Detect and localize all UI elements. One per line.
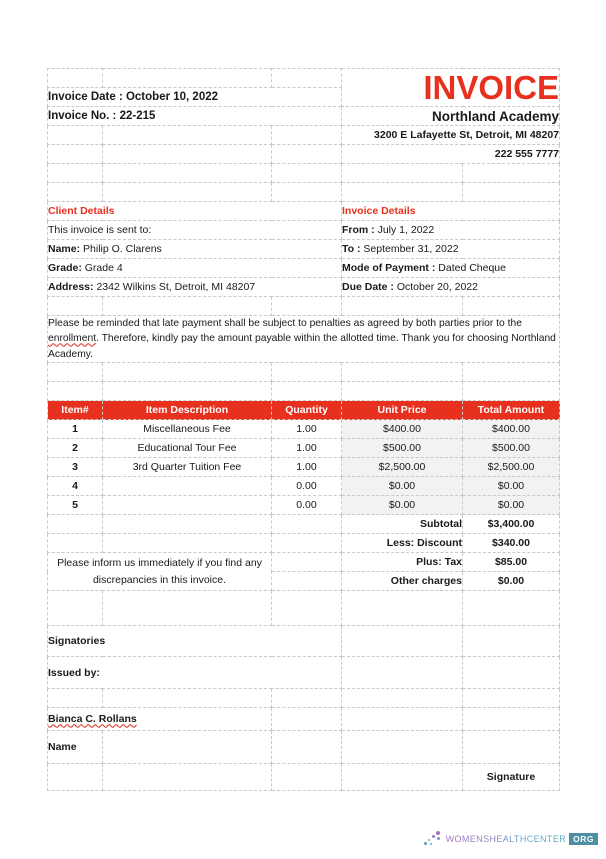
column-header-item-num: Item# xyxy=(48,401,103,420)
cell-blank xyxy=(103,183,272,202)
organization-address: 3200 E Lafayette St, Detroit, MI 48207 xyxy=(342,126,560,145)
cell-blank xyxy=(272,708,342,731)
cell-blank xyxy=(272,183,342,202)
item-number: 1 xyxy=(48,420,103,439)
signature-caption: Signature xyxy=(463,764,560,791)
item-number: 3 xyxy=(48,458,103,477)
item-total: $0.00 xyxy=(463,477,560,496)
cell-blank xyxy=(48,145,103,164)
cell-blank xyxy=(272,764,342,791)
invoice-to-value: September 31, 2022 xyxy=(363,243,459,255)
invoice-to-label: To : xyxy=(342,243,364,255)
subtotal-row xyxy=(48,515,560,534)
cell-blank xyxy=(103,145,272,164)
item-description: Miscellaneous Fee xyxy=(103,420,272,439)
cell-blank xyxy=(342,164,463,183)
reminder-note xyxy=(48,316,560,363)
cell-blank xyxy=(463,626,560,657)
particles-icon xyxy=(423,831,443,847)
invoice-from-label: From : xyxy=(342,224,378,236)
cell-blank xyxy=(103,764,272,791)
grand-total-label: Total Payment Due xyxy=(342,591,463,626)
item-unit-price: $500.00 xyxy=(342,439,463,458)
client-sentto-row xyxy=(48,221,560,240)
cell-blank xyxy=(272,382,342,401)
signatories-heading-row xyxy=(48,626,560,657)
item-unit-price: $0.00 xyxy=(342,496,463,515)
issued-by-row xyxy=(48,657,560,689)
cell-blank xyxy=(342,363,463,382)
item-quantity: 1.00 xyxy=(272,420,342,439)
org-address-row xyxy=(48,126,560,145)
note-part-1: Please be reminded that late payment shall be subject to penalties as agreed by both parties prior to the xyxy=(48,318,522,329)
cell-blank xyxy=(48,164,103,183)
cell-blank xyxy=(103,126,272,145)
client-name-label: Name: xyxy=(48,243,84,255)
column-header-total: Total Amount xyxy=(463,401,560,420)
item-description xyxy=(103,477,272,496)
cell-blank xyxy=(342,382,463,401)
cell-blank xyxy=(342,657,463,689)
table-row xyxy=(48,477,560,496)
payment-mode xyxy=(342,259,560,278)
table-row xyxy=(48,496,560,515)
payment-mode-label: Mode of Payment : xyxy=(342,262,439,274)
grand-total-row xyxy=(48,591,560,626)
subtotal-label: Subtotal xyxy=(342,515,463,534)
due-date-label: Due Date : xyxy=(342,281,397,293)
cell-blank xyxy=(463,164,560,183)
reminder-note-row xyxy=(48,316,560,363)
note-misspelled-word: enrollment xyxy=(48,333,97,345)
cell-blank xyxy=(342,708,463,731)
item-total: $400.00 xyxy=(463,420,560,439)
subtotal-value: $3,400.00 xyxy=(463,515,560,534)
client-details-heading: Client Details xyxy=(48,202,342,221)
item-description: 3rd Quarter Tuition Fee xyxy=(103,458,272,477)
invoice-date-value: October 10, 2022 xyxy=(125,91,219,103)
invoice-number xyxy=(48,107,342,126)
page-title: INVOICE xyxy=(342,69,560,107)
due-date-value: October 20, 2022 xyxy=(396,281,478,293)
item-unit-price: $0.00 xyxy=(342,477,463,496)
cell-blank xyxy=(103,689,272,708)
other-charges-value: $0.00 xyxy=(463,572,560,591)
cell-blank xyxy=(48,126,103,145)
client-grade-row xyxy=(48,259,560,278)
table-row xyxy=(48,439,560,458)
spacer-row xyxy=(48,363,560,382)
item-description xyxy=(103,496,272,515)
invoice-from xyxy=(342,221,560,240)
spacer-row-top xyxy=(48,69,560,88)
tax-value: $85.00 xyxy=(463,553,560,572)
organization-phone: 222 555 7777 xyxy=(342,145,560,164)
table-row xyxy=(48,458,560,477)
cell-blank xyxy=(272,689,342,708)
cell-blank xyxy=(463,363,560,382)
invoice-grid xyxy=(47,68,560,791)
cell-blank xyxy=(272,145,342,164)
cell-blank xyxy=(342,731,463,764)
cell-blank xyxy=(48,534,103,553)
item-number: 5 xyxy=(48,496,103,515)
cell-blank xyxy=(463,689,560,708)
name-caption: Name xyxy=(48,731,103,764)
item-description: Educational Tour Fee xyxy=(103,439,272,458)
table-row xyxy=(48,420,560,439)
name-caption-row xyxy=(48,731,560,764)
item-quantity: 0.00 xyxy=(272,496,342,515)
spacer-row xyxy=(48,382,560,401)
item-quantity: 0.00 xyxy=(272,477,342,496)
signature-line xyxy=(463,731,560,764)
other-charges-label: Other charges xyxy=(342,572,463,591)
section-headings-row xyxy=(48,202,560,221)
cell-blank xyxy=(103,164,272,183)
cell-blank xyxy=(463,657,560,689)
cell-blank xyxy=(103,69,272,88)
invoice-no-label: Invoice No. : xyxy=(48,110,120,122)
client-sent-to: This invoice is sent to: xyxy=(48,221,342,240)
item-unit-price: $2,500.00 xyxy=(342,458,463,477)
client-address-row xyxy=(48,278,560,297)
cell-blank xyxy=(272,126,342,145)
payment-mode-value: Dated Cheque xyxy=(438,262,506,274)
tax-label: Plus: Tax xyxy=(342,553,463,572)
client-name-row xyxy=(48,240,560,259)
cell-blank xyxy=(103,731,272,764)
cell-blank xyxy=(103,534,272,553)
cell-blank xyxy=(48,689,103,708)
cell-blank xyxy=(103,382,272,401)
item-quantity: 1.00 xyxy=(272,458,342,477)
cell-blank xyxy=(48,183,103,202)
client-address-value: 2342 Wilkins St, Detroit, MI 48207 xyxy=(96,281,256,293)
note-part-2: . Therefore, kindly pay the amount payable within the allotted time. Thank you for choosing Northland Academy. xyxy=(48,333,556,360)
cell-blank xyxy=(463,382,560,401)
client-name-value: Philip O. Clarens xyxy=(83,243,162,255)
cell-blank xyxy=(272,534,342,553)
cell-blank xyxy=(342,297,463,316)
cell-blank xyxy=(272,297,342,316)
client-grade-label: Grade: xyxy=(48,262,85,274)
item-total: $2,500.00 xyxy=(463,458,560,477)
invoice-no-row xyxy=(48,107,560,126)
issuer-name-text: Bianca C. Rollans xyxy=(48,713,137,726)
cell-blank xyxy=(48,69,103,88)
cell-blank xyxy=(463,708,560,731)
cell-blank xyxy=(342,183,463,202)
footer-watermark-logo xyxy=(423,831,598,847)
issuer-name-row xyxy=(48,708,560,731)
cell-blank xyxy=(342,764,463,791)
items-table-header-row xyxy=(48,401,560,420)
invoice-from-value: July 1, 2022 xyxy=(377,224,435,236)
invoice-no-value: 22-215 xyxy=(119,110,156,122)
cell-blank xyxy=(272,591,342,626)
cell-blank xyxy=(272,731,342,764)
invoice-date xyxy=(48,88,342,107)
column-header-quantity: Quantity xyxy=(272,401,342,420)
cell-blank xyxy=(272,553,342,572)
due-date xyxy=(342,278,560,297)
cell-blank xyxy=(48,297,103,316)
client-name xyxy=(48,240,342,259)
spacer-row xyxy=(48,297,560,316)
spacer-row xyxy=(48,164,560,183)
cell-blank xyxy=(272,572,342,591)
spacer-row xyxy=(48,689,560,708)
invoice-sheet xyxy=(47,68,559,791)
org-phone-row xyxy=(48,145,560,164)
cell-blank xyxy=(48,382,103,401)
item-total: $0.00 xyxy=(463,496,560,515)
cell-blank xyxy=(342,626,463,657)
grand-total-value: $3,145.00 xyxy=(463,591,560,626)
cell-blank xyxy=(463,183,560,202)
discount-value: $340.00 xyxy=(463,534,560,553)
spacer-row xyxy=(48,183,560,202)
cell-blank xyxy=(103,363,272,382)
cell-blank xyxy=(272,515,342,534)
cell-blank xyxy=(272,164,342,183)
logo-org-badge: ORG xyxy=(569,833,598,846)
invoice-details-heading: Invoice Details xyxy=(342,202,560,221)
tax-row xyxy=(48,553,560,572)
cell-blank xyxy=(103,591,272,626)
column-header-description: Item Description xyxy=(103,401,272,420)
cell-blank xyxy=(272,69,342,88)
issuer-name xyxy=(48,708,272,731)
client-address-label: Address: xyxy=(48,281,97,293)
discount-label: Less: Discount xyxy=(342,534,463,553)
column-header-unit-price: Unit Price xyxy=(342,401,463,420)
invoice-date-label: Invoice Date : xyxy=(48,91,126,103)
cell-blank xyxy=(48,363,103,382)
item-quantity: 1.00 xyxy=(272,439,342,458)
cell-blank xyxy=(48,515,103,534)
item-number: 2 xyxy=(48,439,103,458)
issued-by-label: Issued by: xyxy=(48,657,342,689)
cell-blank xyxy=(103,297,272,316)
cell-blank xyxy=(342,689,463,708)
logo-wordmark: WOMENSHEALTHCENTER xyxy=(445,834,567,844)
invoice-to xyxy=(342,240,560,259)
client-grade xyxy=(48,259,342,278)
cell-blank xyxy=(48,764,103,791)
client-address xyxy=(48,278,342,297)
client-grade-value: Grade 4 xyxy=(84,262,123,274)
discount-row xyxy=(48,534,560,553)
item-unit-price: $400.00 xyxy=(342,420,463,439)
cell-blank xyxy=(48,591,103,626)
discrepancy-note: Please inform us immediately if you find any discrepancies in this invoice. xyxy=(48,553,272,591)
signature-caption-row xyxy=(48,764,560,791)
cell-blank xyxy=(463,297,560,316)
item-number: 4 xyxy=(48,477,103,496)
cell-blank xyxy=(103,515,272,534)
signatories-heading: Signatories xyxy=(48,626,342,657)
item-total: $500.00 xyxy=(463,439,560,458)
organization-name: Northland Academy xyxy=(342,107,560,126)
cell-blank xyxy=(272,363,342,382)
